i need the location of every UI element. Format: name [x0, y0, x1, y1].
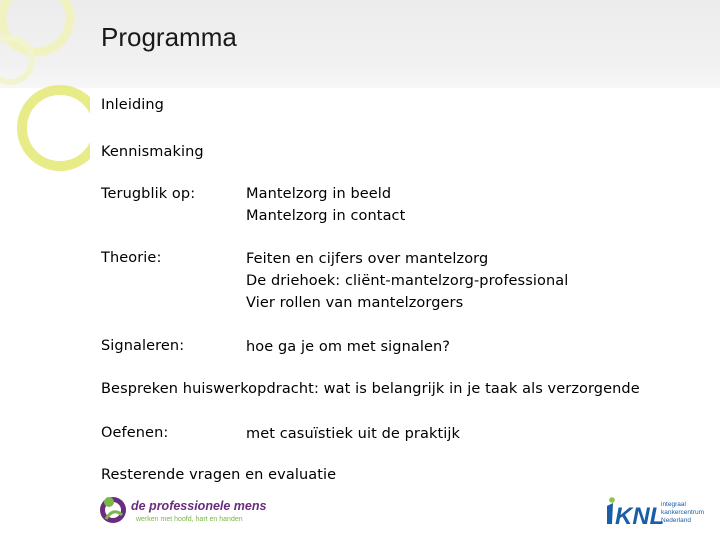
label-terugblik: Terugblik op: [101, 186, 196, 202]
logo-right-tagline-1: integraal [661, 501, 686, 508]
logo-right-tagline-2: kankercentrum [661, 509, 704, 516]
item-bespreken: Bespreken huiswerkopdracht: wat is belangrijk in je taak als verzorgende [101, 381, 640, 397]
theorie-line-3: Vier rollen van mantelzorgers [246, 295, 464, 311]
item-inleiding: Inleiding [101, 97, 164, 113]
label-theorie: Theorie: [101, 250, 162, 266]
item-resterende: Resterende vragen en evaluatie [101, 467, 337, 483]
theorie-line-1: Feiten en cijfers over mantelzorg [246, 251, 489, 267]
logo-left-tagline: werken met hoofd, hart en handen [136, 516, 243, 523]
signaleren-line-1: hoe ga je om met signalen? [246, 339, 451, 355]
label-oefenen: Oefenen: [101, 425, 169, 441]
label-signaleren: Signaleren: [101, 338, 185, 354]
terugblik-line-2: Mantelzorg in contact [246, 208, 406, 224]
oefenen-line-1: met casuïstiek uit de praktijk [246, 426, 461, 442]
terugblik-line-1: Mantelzorg in beeld [246, 186, 392, 202]
logo-left-name: de professionele mens [131, 499, 267, 513]
theorie-line-2: De driehoek: cliënt-mantelzorg-professional [246, 273, 569, 289]
logo-right-name: KNL [615, 503, 665, 528]
item-kennismaking: Kennismaking [101, 144, 204, 160]
logo-right-tagline-3: Nederland [661, 517, 691, 524]
professionele-mens-logo [100, 493, 280, 529]
knl-logo [604, 494, 714, 528]
decorative-circles [0, 0, 90, 260]
slide-title: Programma [101, 22, 237, 52]
